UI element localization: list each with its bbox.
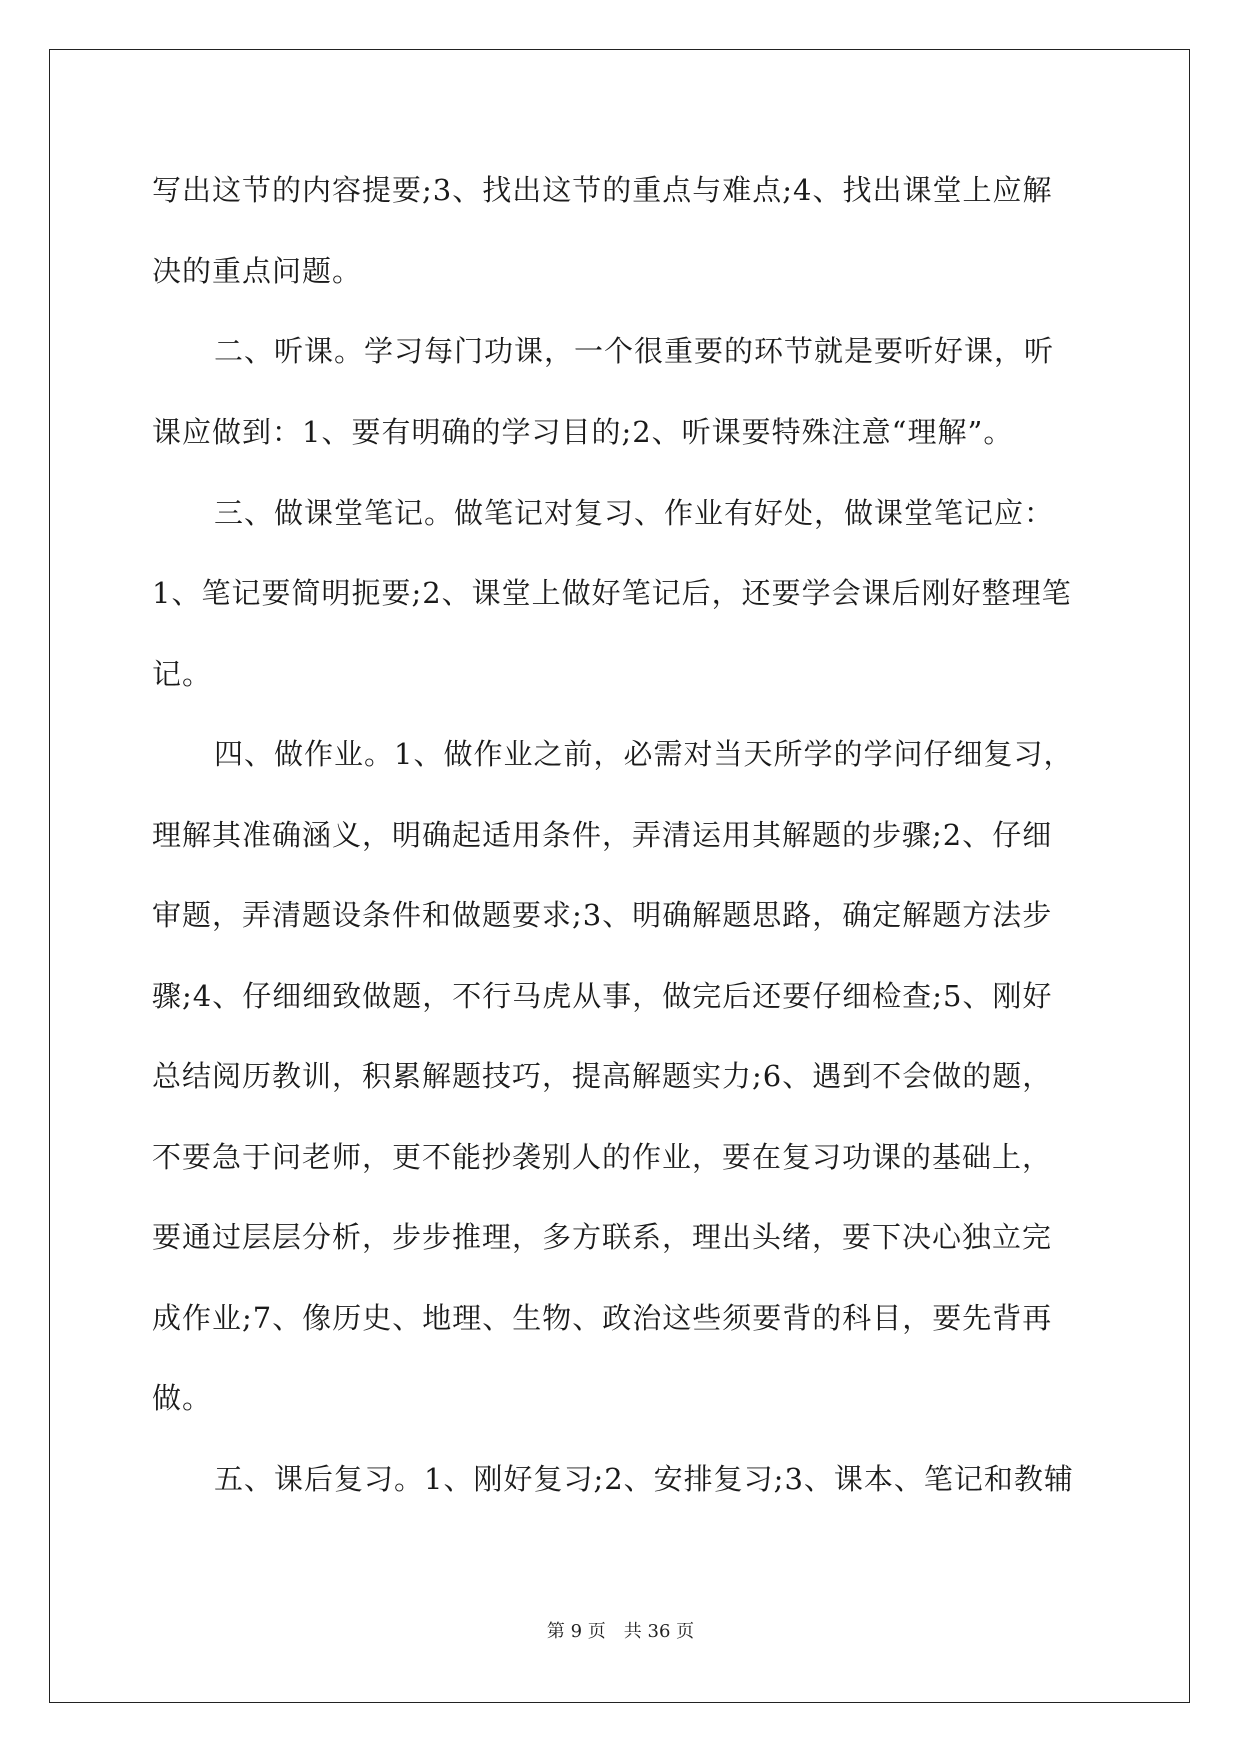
paragraph-start-line: 三、做课堂笔记。做笔记对复习、作业有好处，做课堂笔记应：	[214, 496, 1055, 530]
text-line: 做。	[152, 1381, 213, 1415]
text-line: 记。	[152, 657, 213, 691]
paragraph-start-line: 二、听课。学习每门功课，一个很重要的环节就是要听好课，听	[214, 334, 1055, 368]
page-total: 共 36 页	[623, 1621, 695, 1642]
text-line: 不要急于问老师，更不能抄袭别人的作业，要在复习功课的基础上，	[152, 1140, 1053, 1174]
text-line: 写出这节的内容提要;3、找出这节的重点与难点;4、找出课堂上应解	[152, 173, 1053, 207]
text-line: 成作业;7、像历史、地理、生物、政治这些须要背的科目，要先背再	[152, 1301, 1053, 1335]
text-line: 理解其准确涵义，明确起适用条件，弄清运用其解题的步骤;2、仔细	[152, 818, 1053, 852]
text-line: 要通过层层分析，步步推理，多方联系，理出头绪，要下决心独立完	[152, 1220, 1053, 1254]
paragraph-start-line: 四、做作业。1、做作业之前，必需对当天所学的学问仔细复习，	[214, 737, 1074, 771]
page-footer	[0, 1621, 1241, 1643]
text-line: 审题，弄清题设条件和做题要求;3、明确解题思路，确定解题方法步	[152, 898, 1053, 932]
text-line: 总结阅历教训，积累解题技巧，提高解题实力;6、遇到不会做的题，	[152, 1059, 1053, 1093]
paragraph-start-line: 五、课后复习。1、刚好复习;2、安排复习;3、课本、笔记和教辅	[214, 1462, 1074, 1496]
text-line: 课应做到：1、要有明确的学习目的;2、听课要特殊注意“理解”。	[152, 415, 1014, 449]
page-number: 第 9 页	[546, 1621, 606, 1642]
text-line: 1、笔记要简明扼要;2、课堂上做好笔记后，还要学会课后刚好整理笔	[152, 576, 1072, 610]
text-line: 决的重点问题。	[152, 254, 363, 288]
text-line: 骤;4、仔细细致做题，不行马虎从事，做完后还要仔细检查;5、刚好	[152, 979, 1053, 1013]
page-frame	[49, 49, 1190, 1703]
